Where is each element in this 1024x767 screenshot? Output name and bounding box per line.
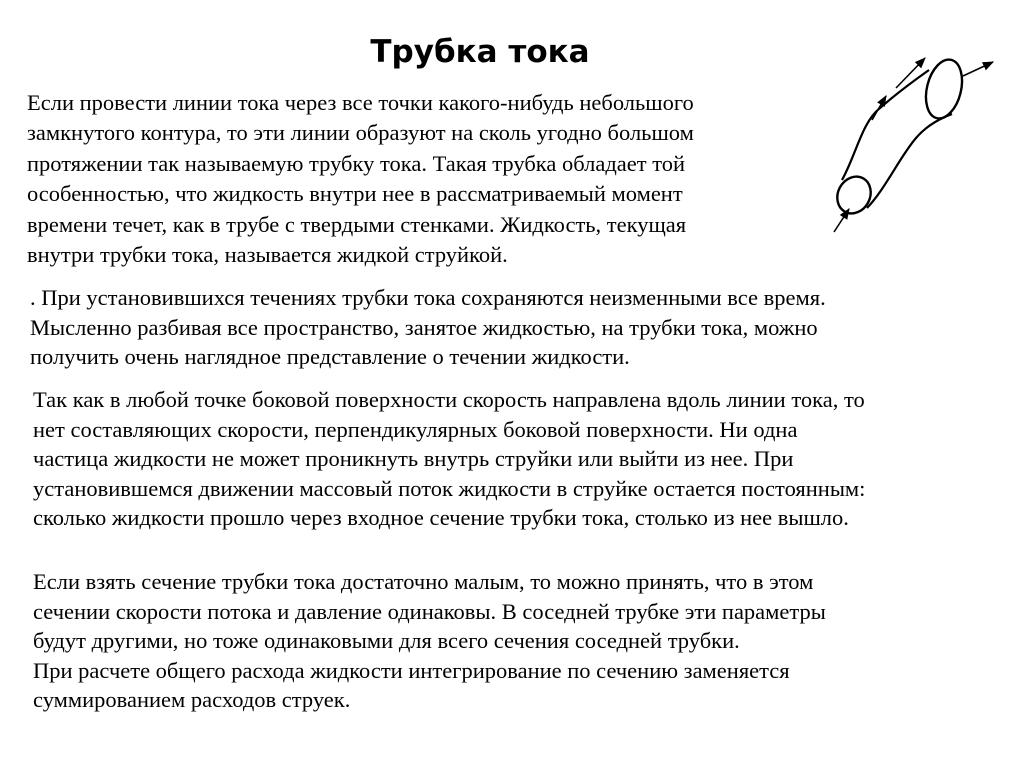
text-line: При расчете общего расхода жидкости интегрирование по сечению заменяется: [33, 657, 790, 683]
text-line: будут другими, но тоже одинаковыми для всего сечения соседней трубки.: [33, 628, 740, 653]
text-line: получить очень наглядное представление о течении жидкости.: [30, 344, 630, 369]
text-line: нет составляющих скорости, перпендикулярных боковой поверхности. Ни одна: [33, 416, 798, 442]
paragraph-stream-tube-definition: [27, 88, 694, 270]
text-line: установившемся движении массовый поток жидкости в струйке остается постоянным:: [33, 475, 866, 501]
text-line: Так как в любой точке боковой поверхности скорость направлена вдоль линии тока, то: [33, 387, 865, 412]
text-line: замкнутого контура, то эти линии образуют на сколь угодно большом: [27, 120, 694, 146]
text-line: сколько жидкости прошло через входное сечение трубки тока, столько из нее вышло.: [33, 505, 849, 530]
text-line: внутри трубки тока, называется жидкой струйкой.: [27, 242, 508, 268]
paragraph-cross-section: [33, 567, 826, 715]
inlet-section: [831, 171, 877, 220]
streamline-arrow: [872, 96, 886, 120]
paragraph-side-surface: [33, 385, 865, 533]
text-line: времени течет, как в трубе с твердыми стенками. Жидкость, текущая: [27, 211, 687, 237]
text-line: Мысленно разбивая все пространство, занятое жидкостью, на трубки тока, можно: [30, 314, 818, 340]
stream-tube-icon: [828, 52, 1000, 238]
text-line: частица жидкости не может проникнуть внутрь струйки или выйти из нее. При: [33, 446, 794, 471]
text-line: . При установившихся течениях трубки тока сохраняются неизменными все время.: [30, 285, 826, 310]
tube-wall-lower: [867, 114, 952, 208]
text-line: особенностью, что жидкость внутри нее в рассматриваемый момент: [27, 181, 683, 207]
outlet-section: [920, 56, 968, 122]
text-line: Если взять сечение трубки тока достаточно малым, то можно принять, что в этом: [33, 569, 814, 594]
tube-wall-upper: [842, 70, 929, 180]
page-title: Трубка тока: [370, 34, 590, 70]
paragraph-steady-flow: [30, 283, 826, 372]
text-line: сечении скорости потока и давление одинаковы. В соседней трубке эти параметры: [33, 598, 826, 624]
outflow-arrow: [963, 62, 993, 76]
text-line: протяжении так называемую трубку тока. Такая трубка обладает той: [27, 150, 686, 176]
text-line: Если провести линии тока через все точки какого-нибудь небольшого: [27, 90, 694, 115]
text-line: суммированием расходов струек.: [33, 687, 351, 712]
